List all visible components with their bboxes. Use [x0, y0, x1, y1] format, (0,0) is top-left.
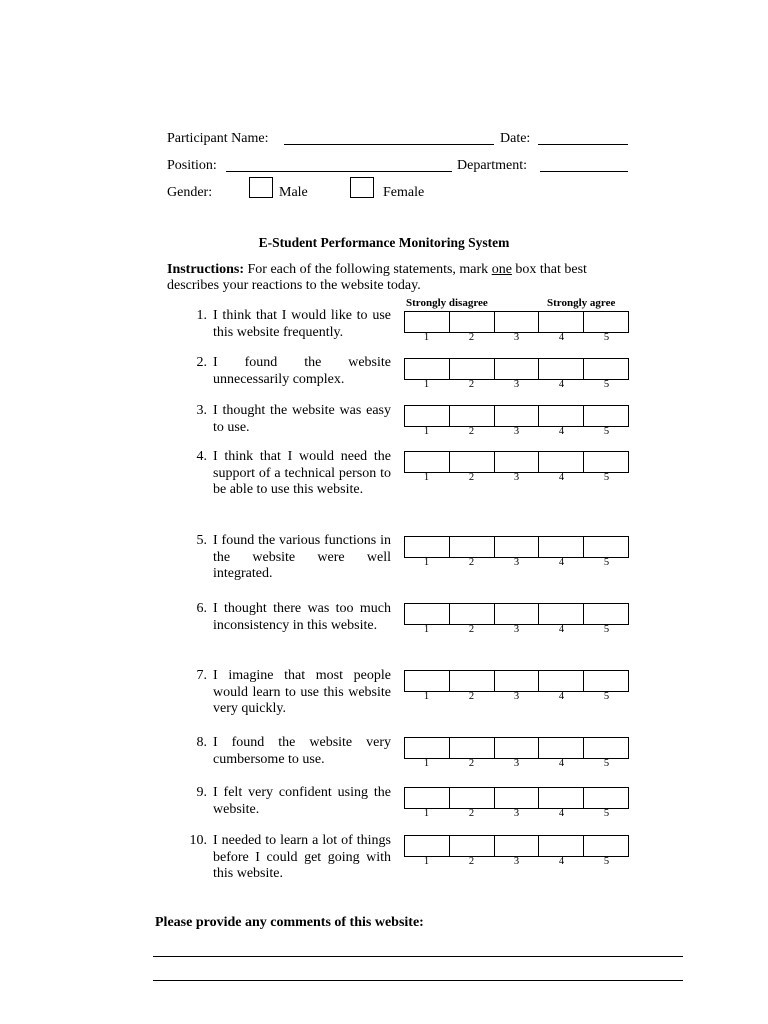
question-text: I think that I would like to use this website frequently. [213, 308, 391, 340]
rating-number: 3 [513, 758, 520, 769]
rating-box-3[interactable] [495, 312, 540, 332]
question-number: 7. [196, 668, 207, 683]
rating-number: 3 [513, 472, 520, 483]
question-text: I thought the website was easy to use. [213, 403, 391, 435]
participant-name-label: Participant Name: [167, 131, 269, 146]
rating-numbers [404, 624, 629, 635]
rating-box-1[interactable] [405, 788, 450, 808]
rating-number: 2 [468, 557, 475, 568]
rating-box-2[interactable] [450, 671, 495, 691]
rating-number: 3 [513, 691, 520, 702]
rating-number: 2 [468, 332, 475, 343]
rating-scale [404, 670, 629, 692]
rating-box-5[interactable] [584, 359, 628, 379]
rating-box-2[interactable] [450, 604, 495, 624]
rating-box-3[interactable] [495, 788, 540, 808]
instructions-lead: Instructions: [167, 262, 245, 277]
rating-scale [404, 603, 629, 625]
comment-line-1[interactable] [153, 956, 683, 957]
rating-number: 2 [468, 472, 475, 483]
instructions-text-before: For each of the following statements, mark [244, 262, 492, 277]
rating-scale [404, 311, 629, 333]
rating-numbers [404, 332, 629, 343]
rating-box-4[interactable] [539, 537, 584, 557]
rating-number: 5 [603, 557, 610, 568]
rating-number: 3 [513, 808, 520, 819]
rating-number: 4 [558, 472, 565, 483]
rating-box-3[interactable] [495, 604, 540, 624]
form-title: E-Student Performance Monitoring System [258, 235, 510, 250]
question-text: I needed to learn a lot of things before I could get going with this website. [213, 833, 391, 882]
rating-number: 1 [423, 379, 430, 390]
rating-scale [404, 358, 629, 380]
rating-number: 1 [423, 808, 430, 819]
rating-number: 1 [423, 691, 430, 702]
rating-box-3[interactable] [495, 671, 540, 691]
rating-number: 4 [558, 856, 565, 867]
rating-number: 5 [603, 472, 610, 483]
rating-number: 2 [468, 856, 475, 867]
question-number: 3. [196, 403, 207, 418]
rating-scale [404, 536, 629, 558]
rating-box-2[interactable] [450, 359, 495, 379]
comment-line-2[interactable] [153, 980, 683, 981]
rating-box-5[interactable] [584, 738, 628, 758]
scale-high-label: Strongly agree [547, 297, 616, 309]
rating-box-2[interactable] [450, 788, 495, 808]
rating-box-5[interactable] [584, 671, 628, 691]
rating-number: 4 [558, 624, 565, 635]
rating-box-5[interactable] [584, 537, 628, 557]
rating-number: 5 [603, 691, 610, 702]
rating-number: 1 [423, 472, 430, 483]
rating-numbers [404, 472, 629, 483]
rating-number: 1 [423, 557, 430, 568]
rating-number: 3 [513, 624, 520, 635]
rating-box-2[interactable] [450, 836, 495, 856]
rating-number: 4 [558, 332, 565, 343]
rating-number: 2 [468, 426, 475, 437]
gender-label: Gender: [167, 185, 213, 200]
rating-number: 5 [603, 379, 610, 390]
rating-numbers [404, 758, 629, 769]
department-label: Department: [457, 158, 527, 173]
rating-number: 4 [558, 557, 565, 568]
rating-number: 1 [423, 332, 430, 343]
rating-box-3[interactable] [495, 406, 540, 426]
question-number: 8. [196, 735, 207, 750]
rating-number: 1 [423, 624, 430, 635]
rating-box-4[interactable] [539, 671, 584, 691]
position-label: Position: [167, 158, 217, 173]
rating-box-1[interactable] [405, 738, 450, 758]
rating-number: 4 [558, 379, 565, 390]
rating-box-4[interactable] [539, 604, 584, 624]
question-number: 2. [196, 355, 207, 370]
rating-box-2[interactable] [450, 738, 495, 758]
female-checkbox[interactable] [350, 177, 374, 198]
rating-number: 2 [468, 624, 475, 635]
rating-box-1[interactable] [405, 671, 450, 691]
rating-number: 2 [468, 691, 475, 702]
female-label: Female [383, 185, 425, 200]
rating-number: 3 [513, 379, 520, 390]
rating-box-1[interactable] [405, 406, 450, 426]
question-text: I found the website very cumbersome to use. [213, 735, 391, 767]
comments-label: Please provide any comments of this website: [155, 915, 424, 930]
male-checkbox[interactable] [249, 177, 273, 198]
position-field[interactable] [226, 171, 452, 172]
rating-box-3[interactable] [495, 452, 540, 472]
rating-box-1[interactable] [405, 604, 450, 624]
date-label: Date: [500, 131, 531, 146]
rating-number: 4 [558, 758, 565, 769]
rating-box-5[interactable] [584, 604, 628, 624]
rating-box-4[interactable] [539, 738, 584, 758]
rating-scale [404, 835, 629, 857]
rating-scale [404, 787, 629, 809]
rating-box-5[interactable] [584, 788, 628, 808]
rating-box-3[interactable] [495, 537, 540, 557]
rating-box-4[interactable] [539, 359, 584, 379]
rating-number: 2 [468, 379, 475, 390]
rating-number: 2 [468, 758, 475, 769]
rating-scale [404, 451, 629, 473]
instructions-text-after: box that best describes your reactions to the website today. [167, 262, 587, 293]
question-text: I thought there was too much inconsistency in this website. [213, 601, 391, 633]
instructions [167, 262, 629, 294]
rating-box-1[interactable] [405, 359, 450, 379]
rating-number: 3 [513, 332, 520, 343]
male-label: Male [279, 185, 308, 200]
rating-number: 4 [558, 808, 565, 819]
rating-box-4[interactable] [539, 788, 584, 808]
question-number: 4. [196, 449, 207, 464]
rating-box-3[interactable] [495, 738, 540, 758]
question-text: I found the website unnecessarily complex. [213, 355, 391, 387]
rating-box-3[interactable] [495, 836, 540, 856]
rating-scale [404, 737, 629, 759]
rating-number: 1 [423, 856, 430, 867]
rating-numbers [404, 691, 629, 702]
rating-box-5[interactable] [584, 312, 628, 332]
instructions-underlined: one [491, 262, 512, 277]
rating-number: 3 [513, 557, 520, 568]
rating-number: 1 [423, 758, 430, 769]
rating-box-4[interactable] [539, 406, 584, 426]
rating-number: 2 [468, 808, 475, 819]
rating-number: 5 [603, 624, 610, 635]
participant-name-field[interactable] [284, 144, 494, 145]
scale-low-label: Strongly disagree [406, 297, 488, 309]
question-text: I felt very confident using the website. [213, 785, 391, 817]
rating-box-4[interactable] [539, 452, 584, 472]
rating-box-2[interactable] [450, 452, 495, 472]
rating-numbers [404, 379, 629, 390]
rating-box-3[interactable] [495, 359, 540, 379]
rating-scale [404, 405, 629, 427]
rating-number: 3 [513, 856, 520, 867]
rating-number: 5 [603, 426, 610, 437]
rating-box-1[interactable] [405, 836, 450, 856]
rating-box-2[interactable] [450, 406, 495, 426]
rating-number: 4 [558, 426, 565, 437]
rating-box-5[interactable] [584, 452, 628, 472]
rating-box-4[interactable] [539, 836, 584, 856]
rating-numbers [404, 808, 629, 819]
question-text: I found the various functions in the website were well integrated. [213, 533, 391, 582]
question-number: 10. [189, 833, 207, 848]
rating-box-5[interactable] [584, 836, 628, 856]
rating-numbers [404, 557, 629, 568]
rating-number: 5 [603, 758, 610, 769]
department-field[interactable] [540, 171, 628, 172]
question-number: 1. [196, 308, 207, 323]
rating-number: 5 [603, 856, 610, 867]
rating-numbers [404, 856, 629, 867]
question-number: 6. [196, 601, 207, 616]
rating-numbers [404, 426, 629, 437]
rating-box-1[interactable] [405, 312, 450, 332]
question-number: 5. [196, 533, 207, 548]
rating-box-4[interactable] [539, 312, 584, 332]
date-field[interactable] [538, 144, 628, 145]
rating-box-1[interactable] [405, 537, 450, 557]
rating-box-5[interactable] [584, 406, 628, 426]
rating-box-2[interactable] [450, 312, 495, 332]
rating-number: 3 [513, 426, 520, 437]
rating-number: 5 [603, 332, 610, 343]
rating-box-2[interactable] [450, 537, 495, 557]
rating-box-1[interactable] [405, 452, 450, 472]
question-number: 9. [196, 785, 207, 800]
rating-number: 5 [603, 808, 610, 819]
rating-number: 4 [558, 691, 565, 702]
question-text: I think that I would need the support of a technical person to be able to use this website. [213, 449, 391, 498]
question-text: I imagine that most people would learn to use this website very quickly. [213, 668, 391, 717]
rating-number: 1 [423, 426, 430, 437]
